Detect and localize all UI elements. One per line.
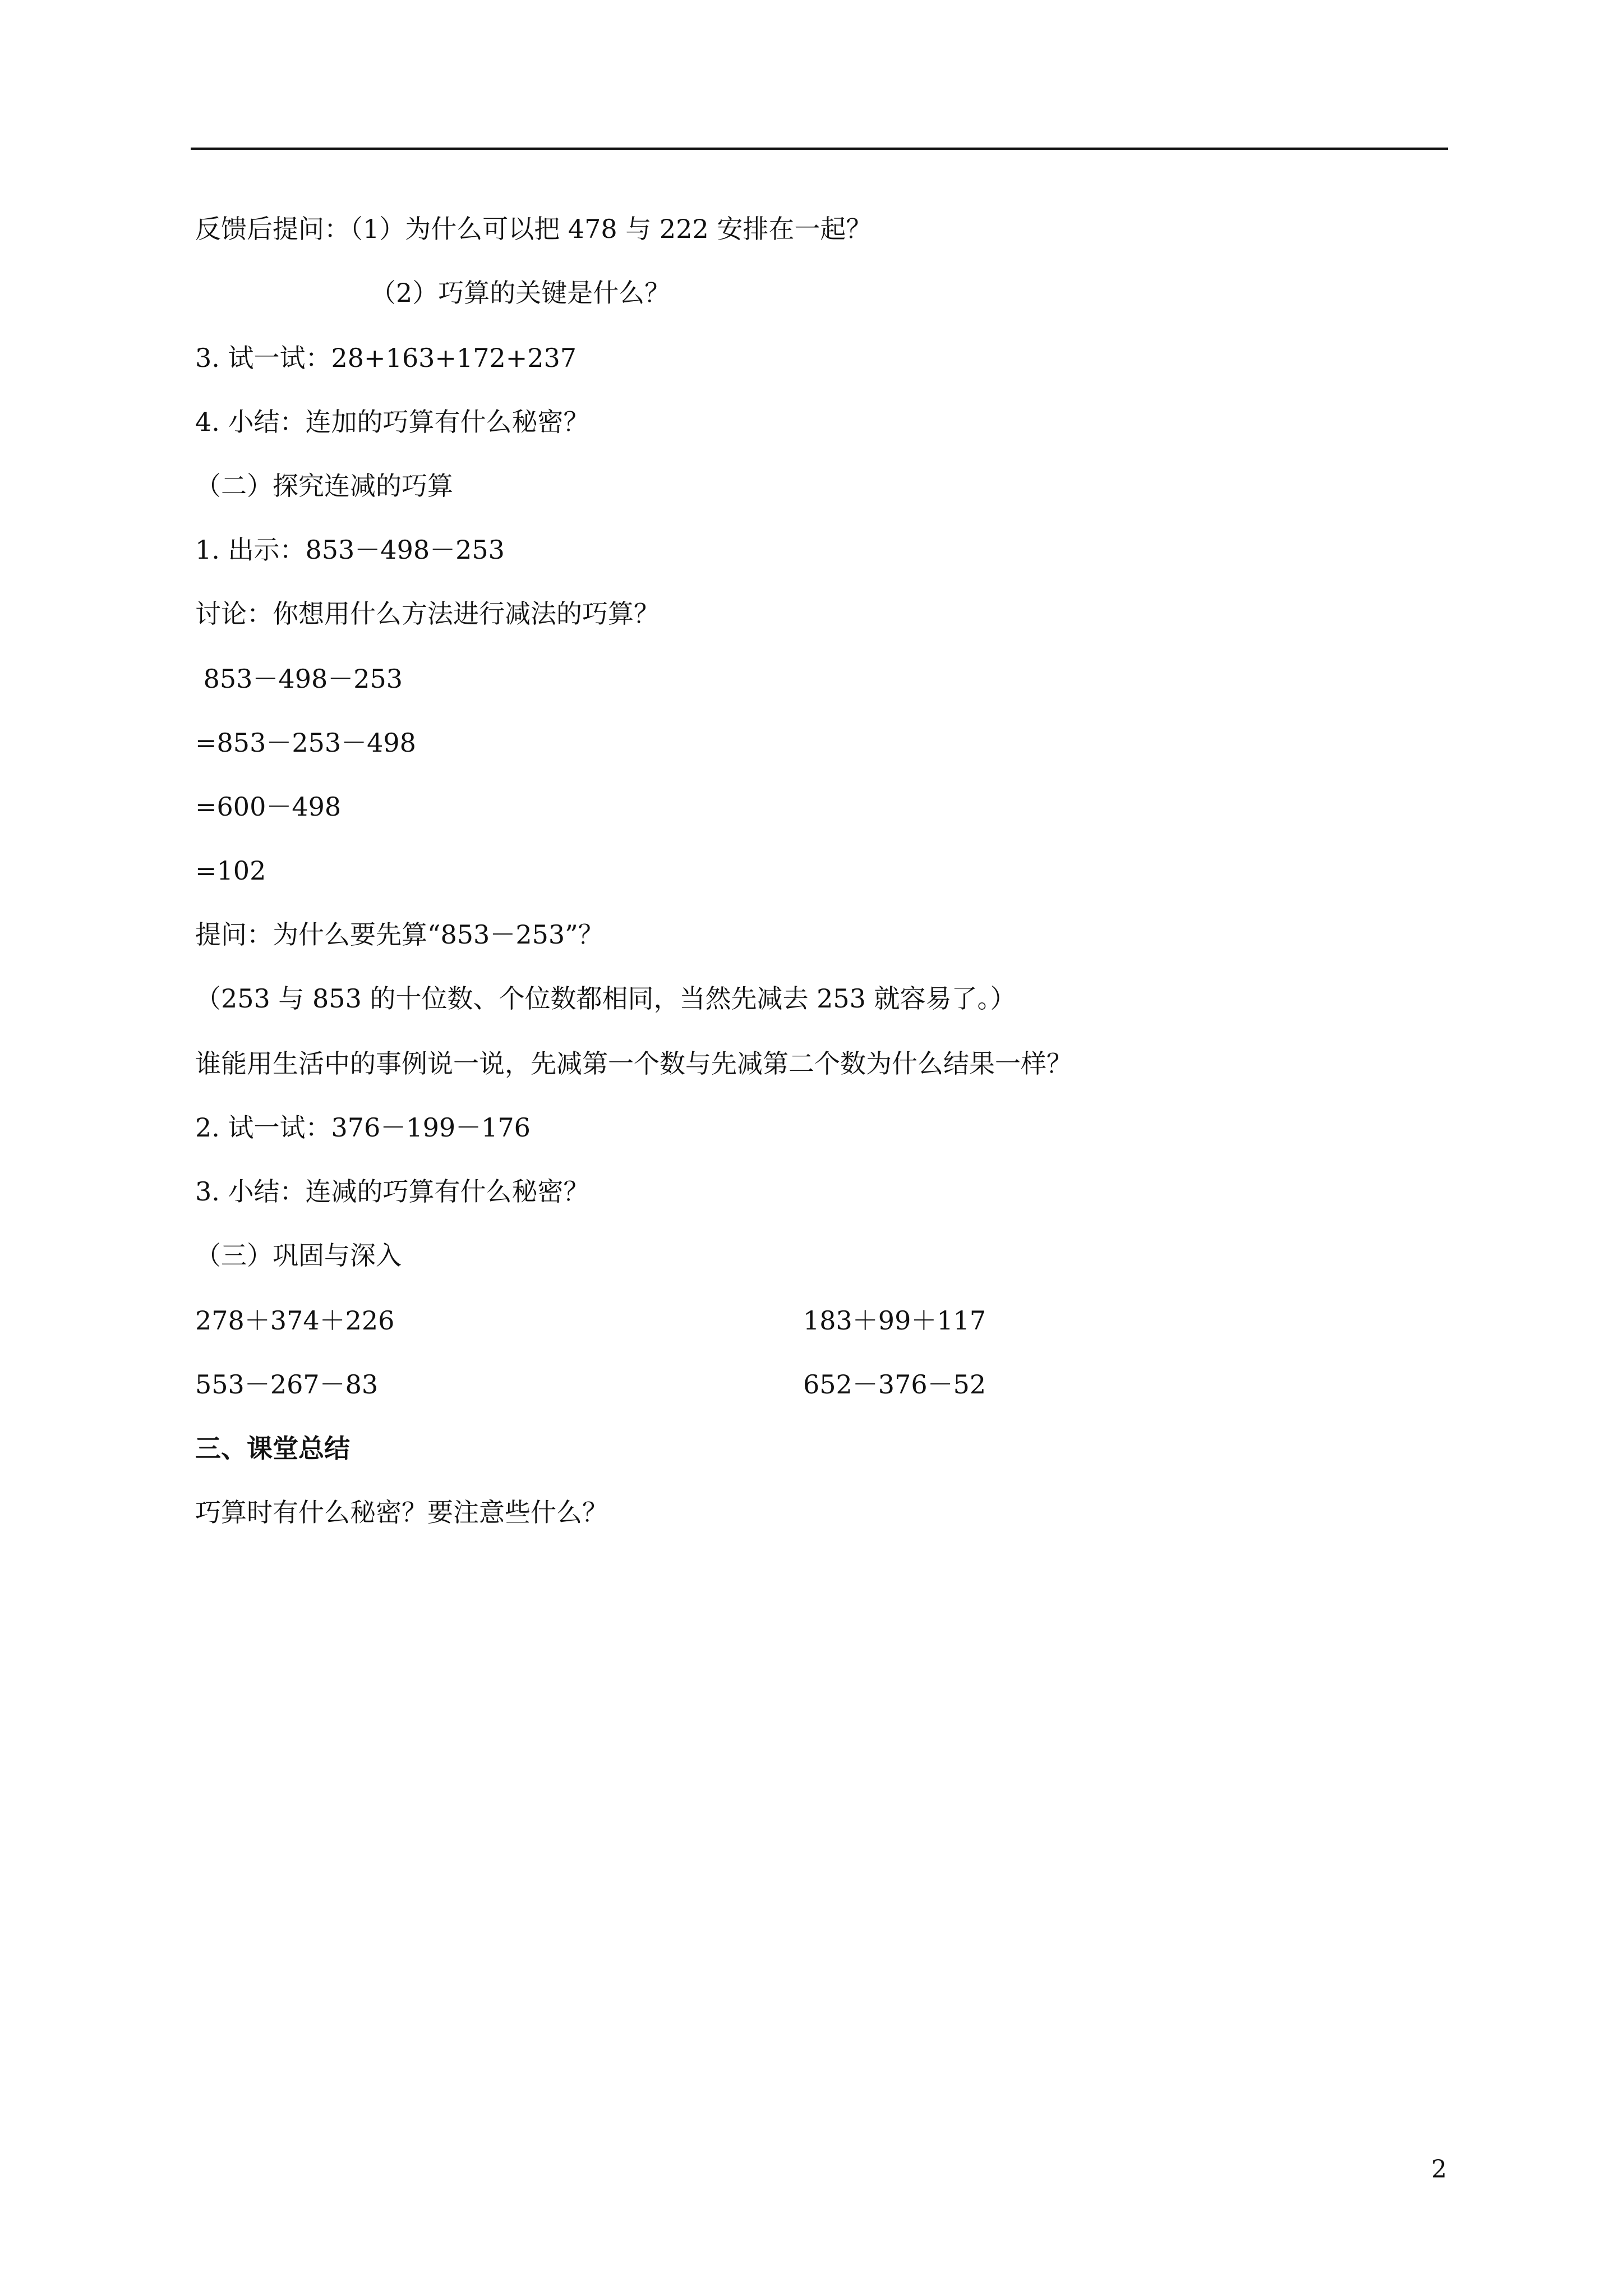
question-why: 提问：为什么要先算“853－253”？	[195, 919, 604, 950]
class-summary-text: 巧算时有什么秘密？要注意些什么？	[195, 1497, 608, 1527]
try-it-addition: 3. 试一试：28+163+172+237	[195, 343, 577, 373]
show-expression: 1. 出示：853－498－253	[195, 535, 505, 565]
explanation-note: （253 与 853 的十位数、个位数都相同，当然先减去 253 就容易了。）	[195, 983, 1016, 1014]
exercise-2-left: 553－267－83	[195, 1369, 379, 1400]
feedback-question-2: （2）巧算的关键是什么？	[370, 278, 671, 308]
try-it-subtraction: 2. 试一试：376－199－176	[195, 1112, 531, 1143]
life-example-prompt: 谁能用生活中的事例说一说，先减第一个数与先减第二个数为什么结果一样？	[195, 1048, 1072, 1079]
summary-addition: 4. 小结：连加的巧算有什么秘密？	[195, 407, 589, 437]
calc-step-1: 853－498－253	[195, 664, 403, 694]
calc-step-2: =853－253－498	[195, 728, 416, 758]
header-rule	[191, 148, 1448, 150]
section-3-practice-heading: （三）巩固与深入	[195, 1240, 402, 1271]
page-number: 2	[1431, 2155, 1447, 2184]
calc-step-3: =600－498	[195, 792, 342, 822]
calc-step-4: =102	[195, 855, 266, 886]
exercise-1-left: 278＋374＋226	[195, 1305, 395, 1336]
exercise-2-right: 652－376－52	[803, 1369, 986, 1400]
feedback-question-1: 反馈后提问：（1）为什么可以把 478 与 222 安排在一起？	[195, 214, 872, 244]
discussion-prompt: 讨论：你想用什么方法进行减法的巧算？	[195, 599, 660, 629]
class-summary-heading: 三、课堂总结	[195, 1433, 350, 1464]
section-2-heading: （二）探究连减的巧算	[195, 471, 453, 501]
summary-subtraction: 3. 小结：连减的巧算有什么秘密？	[195, 1176, 589, 1207]
exercise-1-right: 183＋99＋117	[803, 1305, 986, 1336]
